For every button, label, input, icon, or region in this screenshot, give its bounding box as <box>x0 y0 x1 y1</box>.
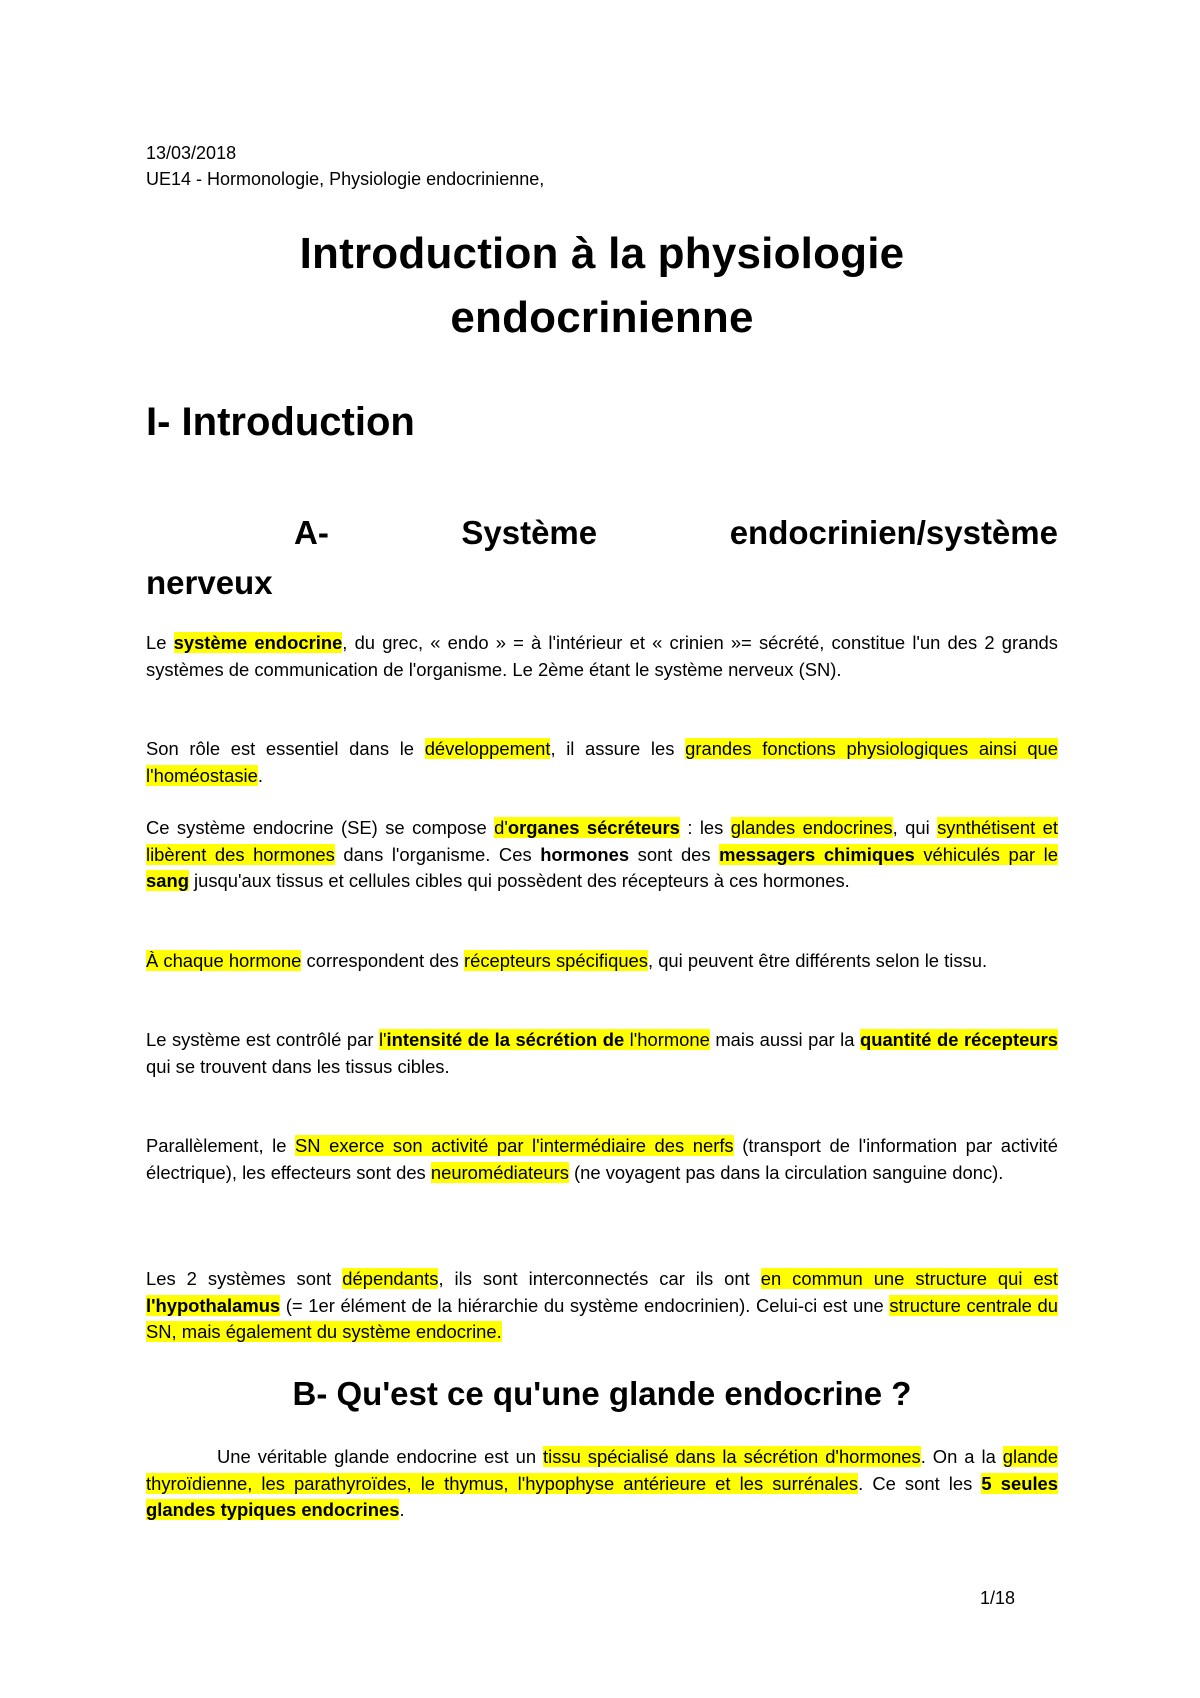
text: mais aussi par la <box>709 1029 860 1050</box>
document-title <box>146 222 1058 350</box>
section-heading-introduction: I- Introduction <box>146 400 415 444</box>
page-number: 1/18 <box>980 1588 1016 1608</box>
highlight: en commun une structure qui est <box>760 1268 1058 1289</box>
paragraph-7 <box>146 1266 1058 1346</box>
text: , il assure les <box>550 738 686 759</box>
text: . <box>257 764 263 786</box>
highlight: organes sécréteurs <box>507 817 680 838</box>
course-line: UE14 - Hormonologie, Physiologie endocrinienne, <box>146 169 545 189</box>
paragraph-6 <box>146 1133 1058 1186</box>
paragraph-2 <box>146 736 1058 789</box>
highlight: sang <box>146 870 189 891</box>
text: correspondent des <box>301 950 464 971</box>
text: . On a la <box>920 1446 1003 1467</box>
highlight: véhiculés par le <box>914 843 1058 865</box>
paragraph-1 <box>146 630 1058 683</box>
highlight: structure centrale du SN, mais également du système endocrine. <box>146 1294 1058 1342</box>
date-line: 13/03/2018 <box>146 143 237 163</box>
highlight: À chaque hormone <box>146 950 302 971</box>
highlight: glandes endocrines <box>730 817 893 838</box>
text: (= 1er élément de la hiérarchie du système endocrinien). Celui-ci est une <box>280 1294 890 1316</box>
highlight: l' <box>378 1029 387 1050</box>
highlight: tissu spécialisé dans la sécrétion d'hormones <box>543 1446 921 1467</box>
text: Le <box>146 632 174 653</box>
bold-text: hormones <box>540 843 630 865</box>
highlight: neuromédiateurs <box>430 1161 569 1183</box>
highlight: SN exerce son activité par l'intermédiaire des nerfs <box>295 1135 734 1156</box>
paragraph-5 <box>146 1027 1058 1080</box>
subsection-heading-a-line1 <box>146 508 1058 558</box>
subsection-heading-a-line2: nerveux <box>146 564 273 601</box>
subsection-heading-a <box>146 508 1058 608</box>
text: jusqu'aux tissus et cellules cibles qui possèdent des récepteurs à ces hormones. <box>188 870 850 891</box>
heading-word: Système <box>461 514 598 551</box>
text: . Ce sont les <box>858 1472 982 1494</box>
text: , qui peuvent être différents selon le tissu. <box>647 950 988 971</box>
heading-word: endocrinien/système <box>729 514 1058 551</box>
text: , ils sont interconnectés car ils ont <box>438 1268 761 1289</box>
text: : les <box>679 817 731 838</box>
paragraph-4 <box>146 948 1058 975</box>
text: dans l'organisme. Ces <box>334 843 541 865</box>
highlight: synthétisent et libèrent des hormones <box>146 817 1058 865</box>
text: . <box>399 1499 405 1520</box>
highlight: développement <box>424 738 551 759</box>
paragraph-3 <box>146 815 1058 895</box>
highlight: l'hormone <box>624 1029 710 1050</box>
heading-word: A- <box>294 514 329 551</box>
highlight: système endocrine <box>173 632 343 653</box>
text: Le système est contrôlé par <box>146 1029 379 1050</box>
text: Parallèlement, le <box>146 1135 296 1156</box>
text: qui se trouvent dans les tissus cibles. <box>146 1055 450 1077</box>
highlight: grandes fonctions physiologiques ainsi que l'homéostasie <box>146 738 1059 786</box>
subsection-heading-b: B- Qu'est ce qu'une glande endocrine ? <box>292 1375 912 1412</box>
text: (ne voyagent pas dans la circulation sanguine donc). <box>568 1161 1004 1183</box>
highlight: messagers chimiques <box>719 843 915 865</box>
text: Son rôle est essentiel dans le <box>146 738 425 759</box>
highlight: d' <box>494 817 508 838</box>
highlight: glande thyroïdienne, les parathyroïdes, le thymus, l'hypophyse antérieure et les surrénales <box>146 1446 1058 1494</box>
text: Les 2 systèmes sont <box>146 1268 343 1289</box>
highlight: récepteurs spécifiques <box>463 950 648 971</box>
title-line-1: Introduction à la physiologie <box>299 229 905 278</box>
highlight: intensité de la sécrétion de <box>386 1029 625 1050</box>
highlight: dépendants <box>342 1268 439 1289</box>
text: (transport de l'information par activité électrique), les effecteurs sont des <box>146 1135 1059 1183</box>
text: Une véritable glande endocrine est un <box>217 1446 544 1467</box>
text: , du grec, « endo » = à l'intérieur et « crinien »= sécrété, constitue l'un des 2 grands systèmes de communication de l'organisme. Le 2ème étant le système nerveux (SN). <box>146 632 1058 680</box>
text: , qui <box>892 817 938 838</box>
highlight: 5 seules glandes typiques endocrines <box>146 1472 1059 1520</box>
highlight: quantité de récepteurs <box>859 1029 1058 1050</box>
paragraph-8 <box>146 1444 1058 1524</box>
text: sont des <box>629 843 720 865</box>
highlight: l'hypothalamus <box>146 1294 281 1316</box>
title-line-2: endocrinienne <box>450 293 754 342</box>
text: Ce système endocrine (SE) se compose <box>146 817 495 838</box>
